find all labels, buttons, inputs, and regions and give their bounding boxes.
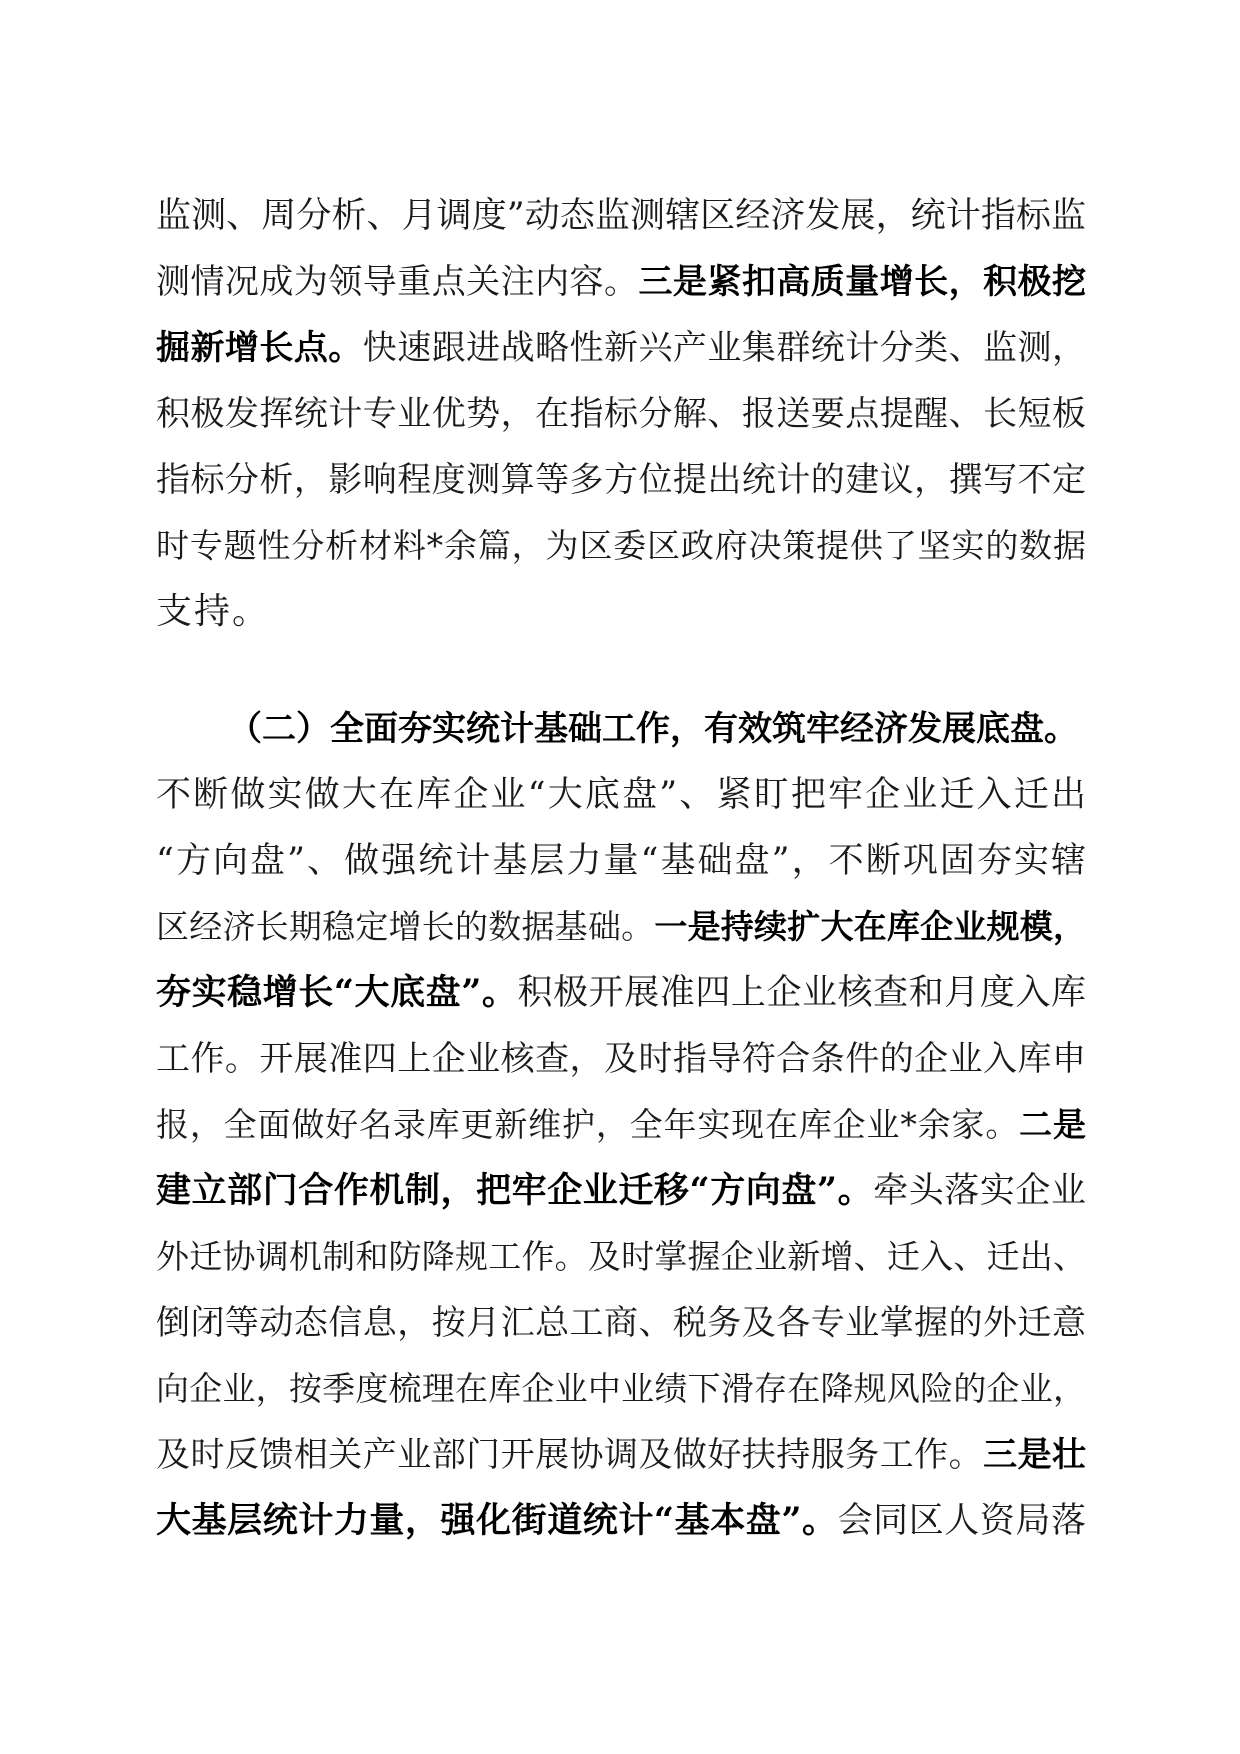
bold-text-run: 建立部门合作机制，把牢企业迁移“方向盘”。 xyxy=(156,1170,874,1211)
text-line xyxy=(156,1092,1086,1158)
text-run: 工作。开展准四上企业核查，及时指导符合条件的企业入库申 xyxy=(156,1039,1086,1079)
text-run: 倒闭等动态信息，按月汇总工商、税务及各专业掌握的外迁意 xyxy=(156,1303,1086,1343)
text-line xyxy=(156,1290,1086,1356)
text-run: “方向盘”、做强统计基层力量“基础盘”，不断巩固夯实辖 xyxy=(156,841,1086,881)
text-run: 向企业，按季度梳理在库企业中业绩下滑存在降规风险的企业， xyxy=(156,1369,1086,1408)
text-run: 会同区人资局落 xyxy=(837,1501,1086,1541)
text-line xyxy=(156,249,1086,315)
text-run: 监测、周分析、月调度”动态监测辖区经济发展，统计指标监 xyxy=(156,196,1086,236)
text-line xyxy=(156,1026,1086,1092)
text-line xyxy=(156,513,1086,579)
text-run: 指标分析，影响程度测算等多方位提出统计的建议，撰写不定 xyxy=(156,460,1086,500)
text-line xyxy=(156,447,1086,513)
bold-text-run: 一是持续扩大在库企业规模， xyxy=(654,907,1087,946)
text-run: 牵头落实企业 xyxy=(873,1171,1086,1211)
bold-text-run: 大基层统计力量，强化街道统计“基本盘”。 xyxy=(156,1500,838,1541)
text-run: 外迁协调机制和防降规工作。及时掌握企业新增、迁入、迁出、 xyxy=(156,1237,1086,1276)
text-line xyxy=(156,1488,1086,1554)
text-run: 积极发挥统计专业优势，在指标分解、报送要点提醒、长短板 xyxy=(156,394,1086,434)
bold-text-run: 三是壮 xyxy=(983,1435,1087,1475)
text-line xyxy=(156,960,1086,1026)
section-heading xyxy=(156,696,1086,762)
text-run: 积极开展准四上企业核查和月度入库 xyxy=(517,973,1086,1013)
text-run: 测情况成为领导重点关注内容。 xyxy=(156,262,639,302)
bold-text-run: （二）全面夯实统计基础工作，有效筑牢经济发展底盘。 xyxy=(228,709,1078,749)
bold-text-run: 二是 xyxy=(1019,1105,1087,1144)
text-line xyxy=(156,828,1086,894)
text-line xyxy=(156,894,1086,960)
text-line xyxy=(156,1356,1086,1422)
text-line xyxy=(156,315,1086,381)
text-line xyxy=(156,183,1086,249)
text-line xyxy=(156,762,1086,828)
text-run: 时专题性分析材料*余篇，为区委区政府决策提供了坚实的数据 xyxy=(156,526,1086,565)
bold-text-run: 掘新增长点。 xyxy=(156,328,363,368)
bold-text-run: 夯实稳增长“大底盘”。 xyxy=(156,972,518,1013)
text-line xyxy=(156,579,1086,645)
text-run: 不断做实做大在库企业“大底盘”、紧盯把牢企业迁入迁出 xyxy=(156,775,1086,815)
section-two-paragraph xyxy=(156,696,1086,1554)
text-line xyxy=(156,1224,1086,1290)
text-run: 及时反馈相关产业部门开展协调及做好扶持服务工作。 xyxy=(156,1435,984,1475)
text-run: 快速跟进战略性新兴产业集群统计分类、监测， xyxy=(362,328,1087,368)
text-run: 区经济长期稳定增长的数据基础。 xyxy=(156,907,655,946)
text-line xyxy=(156,1422,1086,1488)
text-run: 报，全面做好名录库更新维护，全年实现在库企业*余家。 xyxy=(156,1105,1020,1144)
text-line xyxy=(156,1158,1086,1224)
paragraph-continued xyxy=(156,183,1086,645)
text-line xyxy=(156,381,1086,447)
text-run: 支持。 xyxy=(156,591,271,632)
bold-text-run: 三是紧扣高质量增长，积极挖 xyxy=(638,262,1087,302)
